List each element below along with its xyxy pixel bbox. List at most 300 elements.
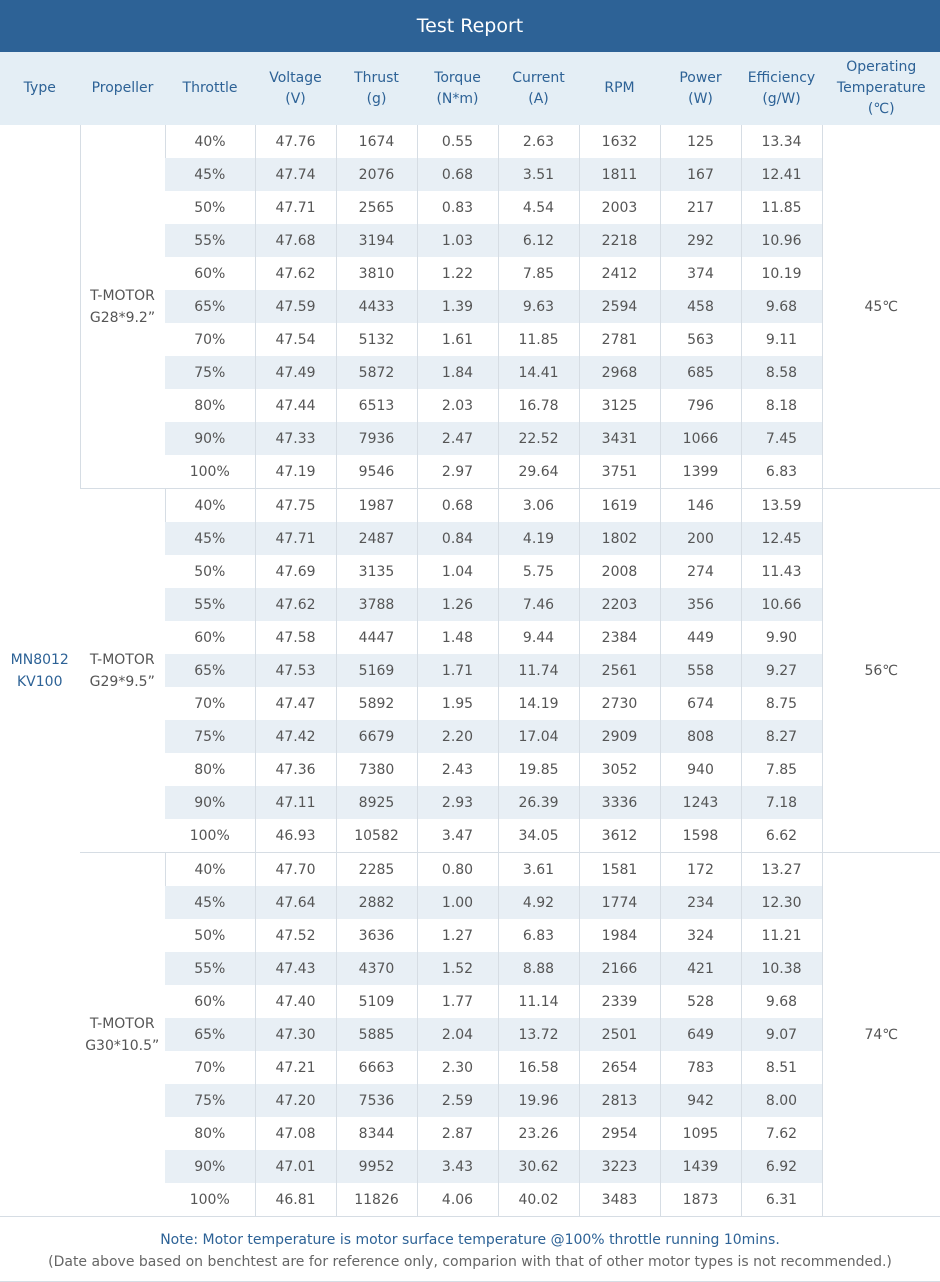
current-cell: 11.85 — [498, 323, 579, 356]
current-cell: 14.19 — [498, 687, 579, 720]
torque-cell: 0.84 — [417, 522, 498, 555]
voltage-cell: 47.71 — [255, 522, 336, 555]
header-rpm — [579, 52, 660, 125]
torque-cell: 3.47 — [417, 819, 498, 853]
rpm-cell: 2813 — [579, 1084, 660, 1117]
rpm-cell: 3612 — [579, 819, 660, 853]
torque-cell: 1.52 — [417, 952, 498, 985]
throttle-cell: 50% — [194, 563, 226, 580]
current-cell: 3.06 — [498, 489, 579, 523]
power-cell: 324 — [660, 919, 741, 952]
thrust-cell: 5132 — [336, 323, 417, 356]
thrust-cell: 4433 — [336, 290, 417, 323]
header-current-line: (A) — [528, 90, 549, 107]
efficiency-cell: 10.66 — [741, 588, 822, 621]
table-row — [0, 489, 940, 523]
thrust-cell: 5892 — [336, 687, 417, 720]
header-propeller-line: Propeller — [91, 80, 154, 96]
efficiency-cell: 7.18 — [741, 786, 822, 819]
efficiency-cell: 8.27 — [741, 720, 822, 753]
current-cell: 7.46 — [498, 588, 579, 621]
rpm-cell: 2203 — [579, 588, 660, 621]
header-voltage — [255, 52, 336, 125]
power-cell: 374 — [660, 257, 741, 290]
efficiency-cell: 12.30 — [741, 886, 822, 919]
header-operating-temperature — [822, 52, 940, 125]
voltage-cell: 47.40 — [255, 985, 336, 1018]
current-cell: 16.58 — [498, 1051, 579, 1084]
report-title: Test Report — [0, 0, 940, 52]
voltage-cell: 47.01 — [255, 1150, 336, 1183]
power-cell: 563 — [660, 323, 741, 356]
throttle-cell: 50% — [194, 199, 226, 216]
efficiency-cell: 8.18 — [741, 389, 822, 422]
torque-cell: 1.26 — [417, 588, 498, 621]
throttle-cell: 75% — [165, 356, 255, 389]
voltage-cell: 47.74 — [255, 158, 336, 191]
thrust-cell: 2882 — [336, 886, 417, 919]
current-cell: 2.63 — [498, 125, 579, 158]
current-cell: 22.52 — [498, 422, 579, 455]
throttle-cell: 80% — [194, 397, 226, 414]
efficiency-cell: 7.62 — [741, 1117, 822, 1150]
power-cell: 200 — [660, 522, 741, 555]
power-cell: 146 — [660, 489, 741, 523]
efficiency-cell: 11.85 — [741, 191, 822, 224]
rpm-cell: 3483 — [579, 1183, 660, 1216]
power-cell: 292 — [660, 224, 741, 257]
efficiency-cell: 6.62 — [741, 819, 822, 853]
header-operating-temperature-line: Operating — [846, 59, 917, 75]
thrust-cell: 10582 — [336, 819, 417, 853]
throttle-cell: 90% — [165, 422, 255, 455]
torque-cell: 1.00 — [417, 886, 498, 919]
rpm-cell: 3336 — [579, 786, 660, 819]
header-torque-line: Torque — [434, 69, 481, 86]
thrust-cell: 6513 — [336, 389, 417, 422]
torque-cell: 2.20 — [417, 720, 498, 753]
table-row — [0, 853, 940, 887]
throttle-cell: 75% — [165, 1084, 255, 1117]
voltage-cell: 47.21 — [255, 1051, 336, 1084]
voltage-cell: 47.30 — [255, 1018, 336, 1051]
voltage-cell: 47.70 — [255, 853, 336, 887]
efficiency-cell: 9.90 — [741, 621, 822, 654]
throttle-cell: 65% — [165, 290, 255, 323]
current-cell: 16.78 — [498, 389, 579, 422]
header-throttle — [165, 52, 255, 125]
current-cell: 14.41 — [498, 356, 579, 389]
current-cell: 29.64 — [498, 455, 579, 489]
voltage-cell: 47.42 — [255, 720, 336, 753]
header-operating-temperature-line: Temperature — [836, 80, 926, 96]
efficiency-cell: 8.00 — [741, 1084, 822, 1117]
table-row — [0, 125, 940, 158]
throttle-cell: 40% — [165, 489, 255, 523]
torque-cell: 0.55 — [417, 125, 498, 158]
throttle-cell: 70% — [194, 1059, 226, 1076]
thrust-cell: 3810 — [336, 257, 417, 290]
propeller-cell — [80, 853, 165, 1217]
rpm-cell: 1984 — [579, 919, 660, 952]
voltage-cell: 47.54 — [255, 323, 336, 356]
header-row — [0, 52, 940, 125]
efficiency-cell: 9.27 — [741, 654, 822, 687]
header-thrust-line: Thrust — [354, 69, 399, 86]
rpm-cell: 2218 — [579, 224, 660, 257]
operating-temperature-cell: 56℃ — [822, 489, 940, 853]
efficiency-cell: 11.43 — [741, 555, 822, 588]
torque-cell: 2.04 — [417, 1018, 498, 1051]
power-cell: 421 — [660, 952, 741, 985]
current-cell: 6.83 — [498, 919, 579, 952]
thrust-cell: 5872 — [336, 356, 417, 389]
throttle-cell: 65% — [165, 654, 255, 687]
power-cell: 274 — [660, 555, 741, 588]
header-rpm-line: RPM — [604, 80, 635, 96]
header-power-line: (W) — [688, 90, 713, 107]
propeller-line: T-MOTOR — [89, 651, 155, 668]
test-report-table — [0, 52, 940, 1216]
power-cell: 942 — [660, 1084, 741, 1117]
torque-cell: 2.47 — [417, 422, 498, 455]
footnote — [0, 1216, 940, 1282]
header-voltage-line: Voltage — [269, 69, 322, 86]
rpm-cell: 1774 — [579, 886, 660, 919]
throttle-cell: 100% — [189, 1191, 230, 1208]
voltage-cell: 47.52 — [255, 919, 336, 952]
thrust-cell: 11826 — [336, 1183, 417, 1216]
thrust-cell: 3636 — [336, 919, 417, 952]
torque-cell: 2.43 — [417, 753, 498, 786]
torque-cell: 0.83 — [417, 191, 498, 224]
rpm-cell: 2561 — [579, 654, 660, 687]
motor-type-line: MN8012 — [10, 651, 69, 668]
power-cell: 783 — [660, 1051, 741, 1084]
throttle-cell: 100% — [189, 463, 230, 480]
power-cell: 1439 — [660, 1150, 741, 1183]
power-cell: 796 — [660, 389, 741, 422]
current-cell: 4.19 — [498, 522, 579, 555]
current-cell: 9.44 — [498, 621, 579, 654]
rpm-cell: 2909 — [579, 720, 660, 753]
current-cell: 4.54 — [498, 191, 579, 224]
rpm-cell: 2384 — [579, 621, 660, 654]
rpm-cell: 2781 — [579, 323, 660, 356]
voltage-cell: 47.62 — [255, 257, 336, 290]
power-cell: 1873 — [660, 1183, 741, 1216]
header-thrust-line: (g) — [366, 90, 387, 107]
thrust-cell: 3788 — [336, 588, 417, 621]
propeller-cell — [80, 125, 165, 489]
thrust-cell: 7536 — [336, 1084, 417, 1117]
torque-cell: 4.06 — [417, 1183, 498, 1216]
throttle-cell: 80% — [194, 761, 226, 778]
throttle-cell: 80% — [194, 1125, 226, 1142]
thrust-cell: 5885 — [336, 1018, 417, 1051]
header-current-line: Current — [512, 69, 565, 86]
operating-temperature-cell: 45℃ — [822, 125, 940, 489]
current-cell: 13.72 — [498, 1018, 579, 1051]
throttle-cell: 70% — [194, 695, 226, 712]
rpm-cell: 1632 — [579, 125, 660, 158]
voltage-cell: 47.49 — [255, 356, 336, 389]
efficiency-cell: 10.19 — [741, 257, 822, 290]
rpm-cell: 2412 — [579, 257, 660, 290]
current-cell: 8.88 — [498, 952, 579, 985]
throttle-cell: 40% — [165, 125, 255, 158]
power-cell: 528 — [660, 985, 741, 1018]
rpm-cell: 2339 — [579, 985, 660, 1018]
rpm-cell: 2968 — [579, 356, 660, 389]
header-efficiency — [741, 52, 822, 125]
throttle-cell: 70% — [194, 331, 226, 348]
torque-cell: 0.68 — [417, 158, 498, 191]
thrust-cell: 5169 — [336, 654, 417, 687]
power-cell: 125 — [660, 125, 741, 158]
footnote-line-2: (Date above based on benchtest are for reference only, comparion with that of other motor types is not recommended.) — [48, 1254, 892, 1270]
motor-type-line: KV100 — [17, 673, 63, 690]
current-cell: 30.62 — [498, 1150, 579, 1183]
motor-type-cell — [0, 125, 80, 1216]
propeller-line: G30*10.5” — [85, 1037, 160, 1054]
header-current — [498, 52, 579, 125]
voltage-cell: 47.64 — [255, 886, 336, 919]
rpm-cell: 2594 — [579, 290, 660, 323]
rpm-cell: 1581 — [579, 853, 660, 887]
current-cell: 6.12 — [498, 224, 579, 257]
propeller-cell — [80, 489, 165, 853]
power-cell: 1243 — [660, 786, 741, 819]
propeller-line: T-MOTOR — [90, 287, 155, 304]
efficiency-cell: 13.59 — [741, 489, 822, 523]
voltage-cell: 47.43 — [255, 952, 336, 985]
efficiency-cell: 9.68 — [741, 290, 822, 323]
thrust-cell: 2487 — [336, 522, 417, 555]
thrust-cell: 6663 — [336, 1051, 417, 1084]
efficiency-cell: 7.45 — [741, 422, 822, 455]
table-header — [0, 52, 940, 125]
efficiency-cell: 8.58 — [741, 356, 822, 389]
thrust-cell: 7936 — [336, 422, 417, 455]
throttle-cell: 45% — [165, 522, 255, 555]
current-cell: 4.92 — [498, 886, 579, 919]
current-cell: 11.74 — [498, 654, 579, 687]
throttle-cell: 45% — [165, 886, 255, 919]
torque-cell: 1.77 — [417, 985, 498, 1018]
voltage-cell: 47.76 — [255, 125, 336, 158]
throttle-cell: 55% — [165, 952, 255, 985]
torque-cell: 2.03 — [417, 389, 498, 422]
torque-cell: 3.43 — [417, 1150, 498, 1183]
efficiency-cell: 8.75 — [741, 687, 822, 720]
power-cell: 649 — [660, 1018, 741, 1051]
rpm-cell: 3751 — [579, 455, 660, 489]
footnote-line-1: Note: Motor temperature is motor surface temperature @100% throttle running 10mins. — [160, 1232, 780, 1248]
efficiency-cell: 13.27 — [741, 853, 822, 887]
torque-cell: 1.22 — [417, 257, 498, 290]
voltage-cell: 47.59 — [255, 290, 336, 323]
throttle-cell: 55% — [165, 224, 255, 257]
efficiency-cell: 10.96 — [741, 224, 822, 257]
throttle-cell: 50% — [194, 927, 226, 944]
thrust-cell: 3194 — [336, 224, 417, 257]
thrust-cell: 2076 — [336, 158, 417, 191]
torque-cell: 0.68 — [417, 489, 498, 523]
thrust-cell: 8344 — [336, 1117, 417, 1150]
torque-cell: 0.80 — [417, 853, 498, 887]
torque-cell: 1.03 — [417, 224, 498, 257]
power-cell: 1095 — [660, 1117, 741, 1150]
rpm-cell: 2008 — [579, 555, 660, 588]
current-cell: 3.61 — [498, 853, 579, 887]
thrust-cell: 2565 — [336, 191, 417, 224]
throttle-cell: 100% — [189, 827, 230, 844]
thrust-cell: 6679 — [336, 720, 417, 753]
efficiency-cell: 10.38 — [741, 952, 822, 985]
header-type — [0, 52, 80, 125]
voltage-cell: 47.75 — [255, 489, 336, 523]
rpm-cell: 2166 — [579, 952, 660, 985]
header-power — [660, 52, 741, 125]
power-cell: 234 — [660, 886, 741, 919]
rpm-cell: 3431 — [579, 422, 660, 455]
power-cell: 808 — [660, 720, 741, 753]
torque-cell: 2.97 — [417, 455, 498, 489]
current-cell: 5.75 — [498, 555, 579, 588]
header-propeller — [80, 52, 165, 125]
thrust-cell: 4370 — [336, 952, 417, 985]
efficiency-cell: 11.21 — [741, 919, 822, 952]
power-cell: 449 — [660, 621, 741, 654]
header-operating-temperature-line: (℃) — [867, 101, 895, 117]
current-cell: 19.96 — [498, 1084, 579, 1117]
throttle-cell: 90% — [165, 786, 255, 819]
current-cell: 9.63 — [498, 290, 579, 323]
thrust-cell: 4447 — [336, 621, 417, 654]
voltage-cell: 47.33 — [255, 422, 336, 455]
torque-cell: 1.84 — [417, 356, 498, 389]
propeller-line: T-MOTOR — [89, 1015, 155, 1032]
current-cell: 7.85 — [498, 257, 579, 290]
voltage-cell: 47.44 — [255, 389, 336, 422]
voltage-cell: 47.47 — [255, 687, 336, 720]
rpm-cell: 3125 — [579, 389, 660, 422]
efficiency-cell: 13.34 — [741, 125, 822, 158]
torque-cell: 2.30 — [417, 1051, 498, 1084]
operating-temperature-cell: 74℃ — [822, 853, 940, 1217]
throttle-cell: 60% — [194, 993, 226, 1010]
voltage-cell: 47.19 — [255, 455, 336, 489]
thrust-cell: 1987 — [336, 489, 417, 523]
power-cell: 1598 — [660, 819, 741, 853]
efficiency-cell: 6.92 — [741, 1150, 822, 1183]
voltage-cell: 47.68 — [255, 224, 336, 257]
rpm-cell: 2954 — [579, 1117, 660, 1150]
rpm-cell: 1811 — [579, 158, 660, 191]
current-cell: 34.05 — [498, 819, 579, 853]
rpm-cell: 3052 — [579, 753, 660, 786]
efficiency-cell: 9.11 — [741, 323, 822, 356]
torque-cell: 1.61 — [417, 323, 498, 356]
efficiency-cell: 9.07 — [741, 1018, 822, 1051]
throttle-cell: 60% — [194, 265, 226, 282]
voltage-cell: 46.93 — [255, 819, 336, 853]
power-cell: 1399 — [660, 455, 741, 489]
propeller-line: G29*9.5” — [89, 673, 155, 690]
rpm-cell: 2654 — [579, 1051, 660, 1084]
thrust-cell: 2285 — [336, 853, 417, 887]
current-cell: 3.51 — [498, 158, 579, 191]
voltage-cell: 47.36 — [255, 753, 336, 786]
torque-cell: 1.04 — [417, 555, 498, 588]
power-cell: 685 — [660, 356, 741, 389]
torque-cell: 2.87 — [417, 1117, 498, 1150]
power-cell: 217 — [660, 191, 741, 224]
power-cell: 1066 — [660, 422, 741, 455]
header-efficiency-line: (g/W) — [762, 90, 801, 107]
thrust-cell: 3135 — [336, 555, 417, 588]
throttle-cell: 75% — [165, 720, 255, 753]
torque-cell: 1.27 — [417, 919, 498, 952]
rpm-cell: 2730 — [579, 687, 660, 720]
rpm-cell: 1802 — [579, 522, 660, 555]
power-cell: 940 — [660, 753, 741, 786]
torque-cell: 1.71 — [417, 654, 498, 687]
current-cell: 23.26 — [498, 1117, 579, 1150]
power-cell: 558 — [660, 654, 741, 687]
efficiency-cell: 12.45 — [741, 522, 822, 555]
throttle-cell: 90% — [165, 1150, 255, 1183]
efficiency-cell: 7.85 — [741, 753, 822, 786]
power-cell: 458 — [660, 290, 741, 323]
rpm-cell: 2003 — [579, 191, 660, 224]
voltage-cell: 47.53 — [255, 654, 336, 687]
thrust-cell: 8925 — [336, 786, 417, 819]
thrust-cell: 5109 — [336, 985, 417, 1018]
efficiency-cell: 9.68 — [741, 985, 822, 1018]
header-type-line: Type — [23, 80, 56, 96]
throttle-cell: 45% — [165, 158, 255, 191]
torque-cell: 1.48 — [417, 621, 498, 654]
current-cell: 26.39 — [498, 786, 579, 819]
efficiency-cell: 6.31 — [741, 1183, 822, 1216]
voltage-cell: 47.69 — [255, 555, 336, 588]
efficiency-cell: 6.83 — [741, 455, 822, 489]
header-thrust — [336, 52, 417, 125]
throttle-cell: 40% — [165, 853, 255, 887]
header-voltage-line: (V) — [285, 90, 306, 107]
torque-cell: 2.59 — [417, 1084, 498, 1117]
torque-cell: 1.95 — [417, 687, 498, 720]
voltage-cell: 47.08 — [255, 1117, 336, 1150]
thrust-cell: 1674 — [336, 125, 417, 158]
header-torque-line: (N*m) — [436, 90, 479, 107]
rpm-cell: 3223 — [579, 1150, 660, 1183]
voltage-cell: 47.20 — [255, 1084, 336, 1117]
propeller-line: G28*9.2” — [89, 309, 156, 326]
header-efficiency-line: Efficiency — [747, 69, 816, 86]
table-body — [0, 125, 940, 1216]
thrust-cell: 9546 — [336, 455, 417, 489]
power-cell: 356 — [660, 588, 741, 621]
power-cell: 167 — [660, 158, 741, 191]
voltage-cell: 47.62 — [255, 588, 336, 621]
rpm-cell: 2501 — [579, 1018, 660, 1051]
thrust-cell: 9952 — [336, 1150, 417, 1183]
efficiency-cell: 12.41 — [741, 158, 822, 191]
throttle-cell: 60% — [194, 629, 226, 646]
